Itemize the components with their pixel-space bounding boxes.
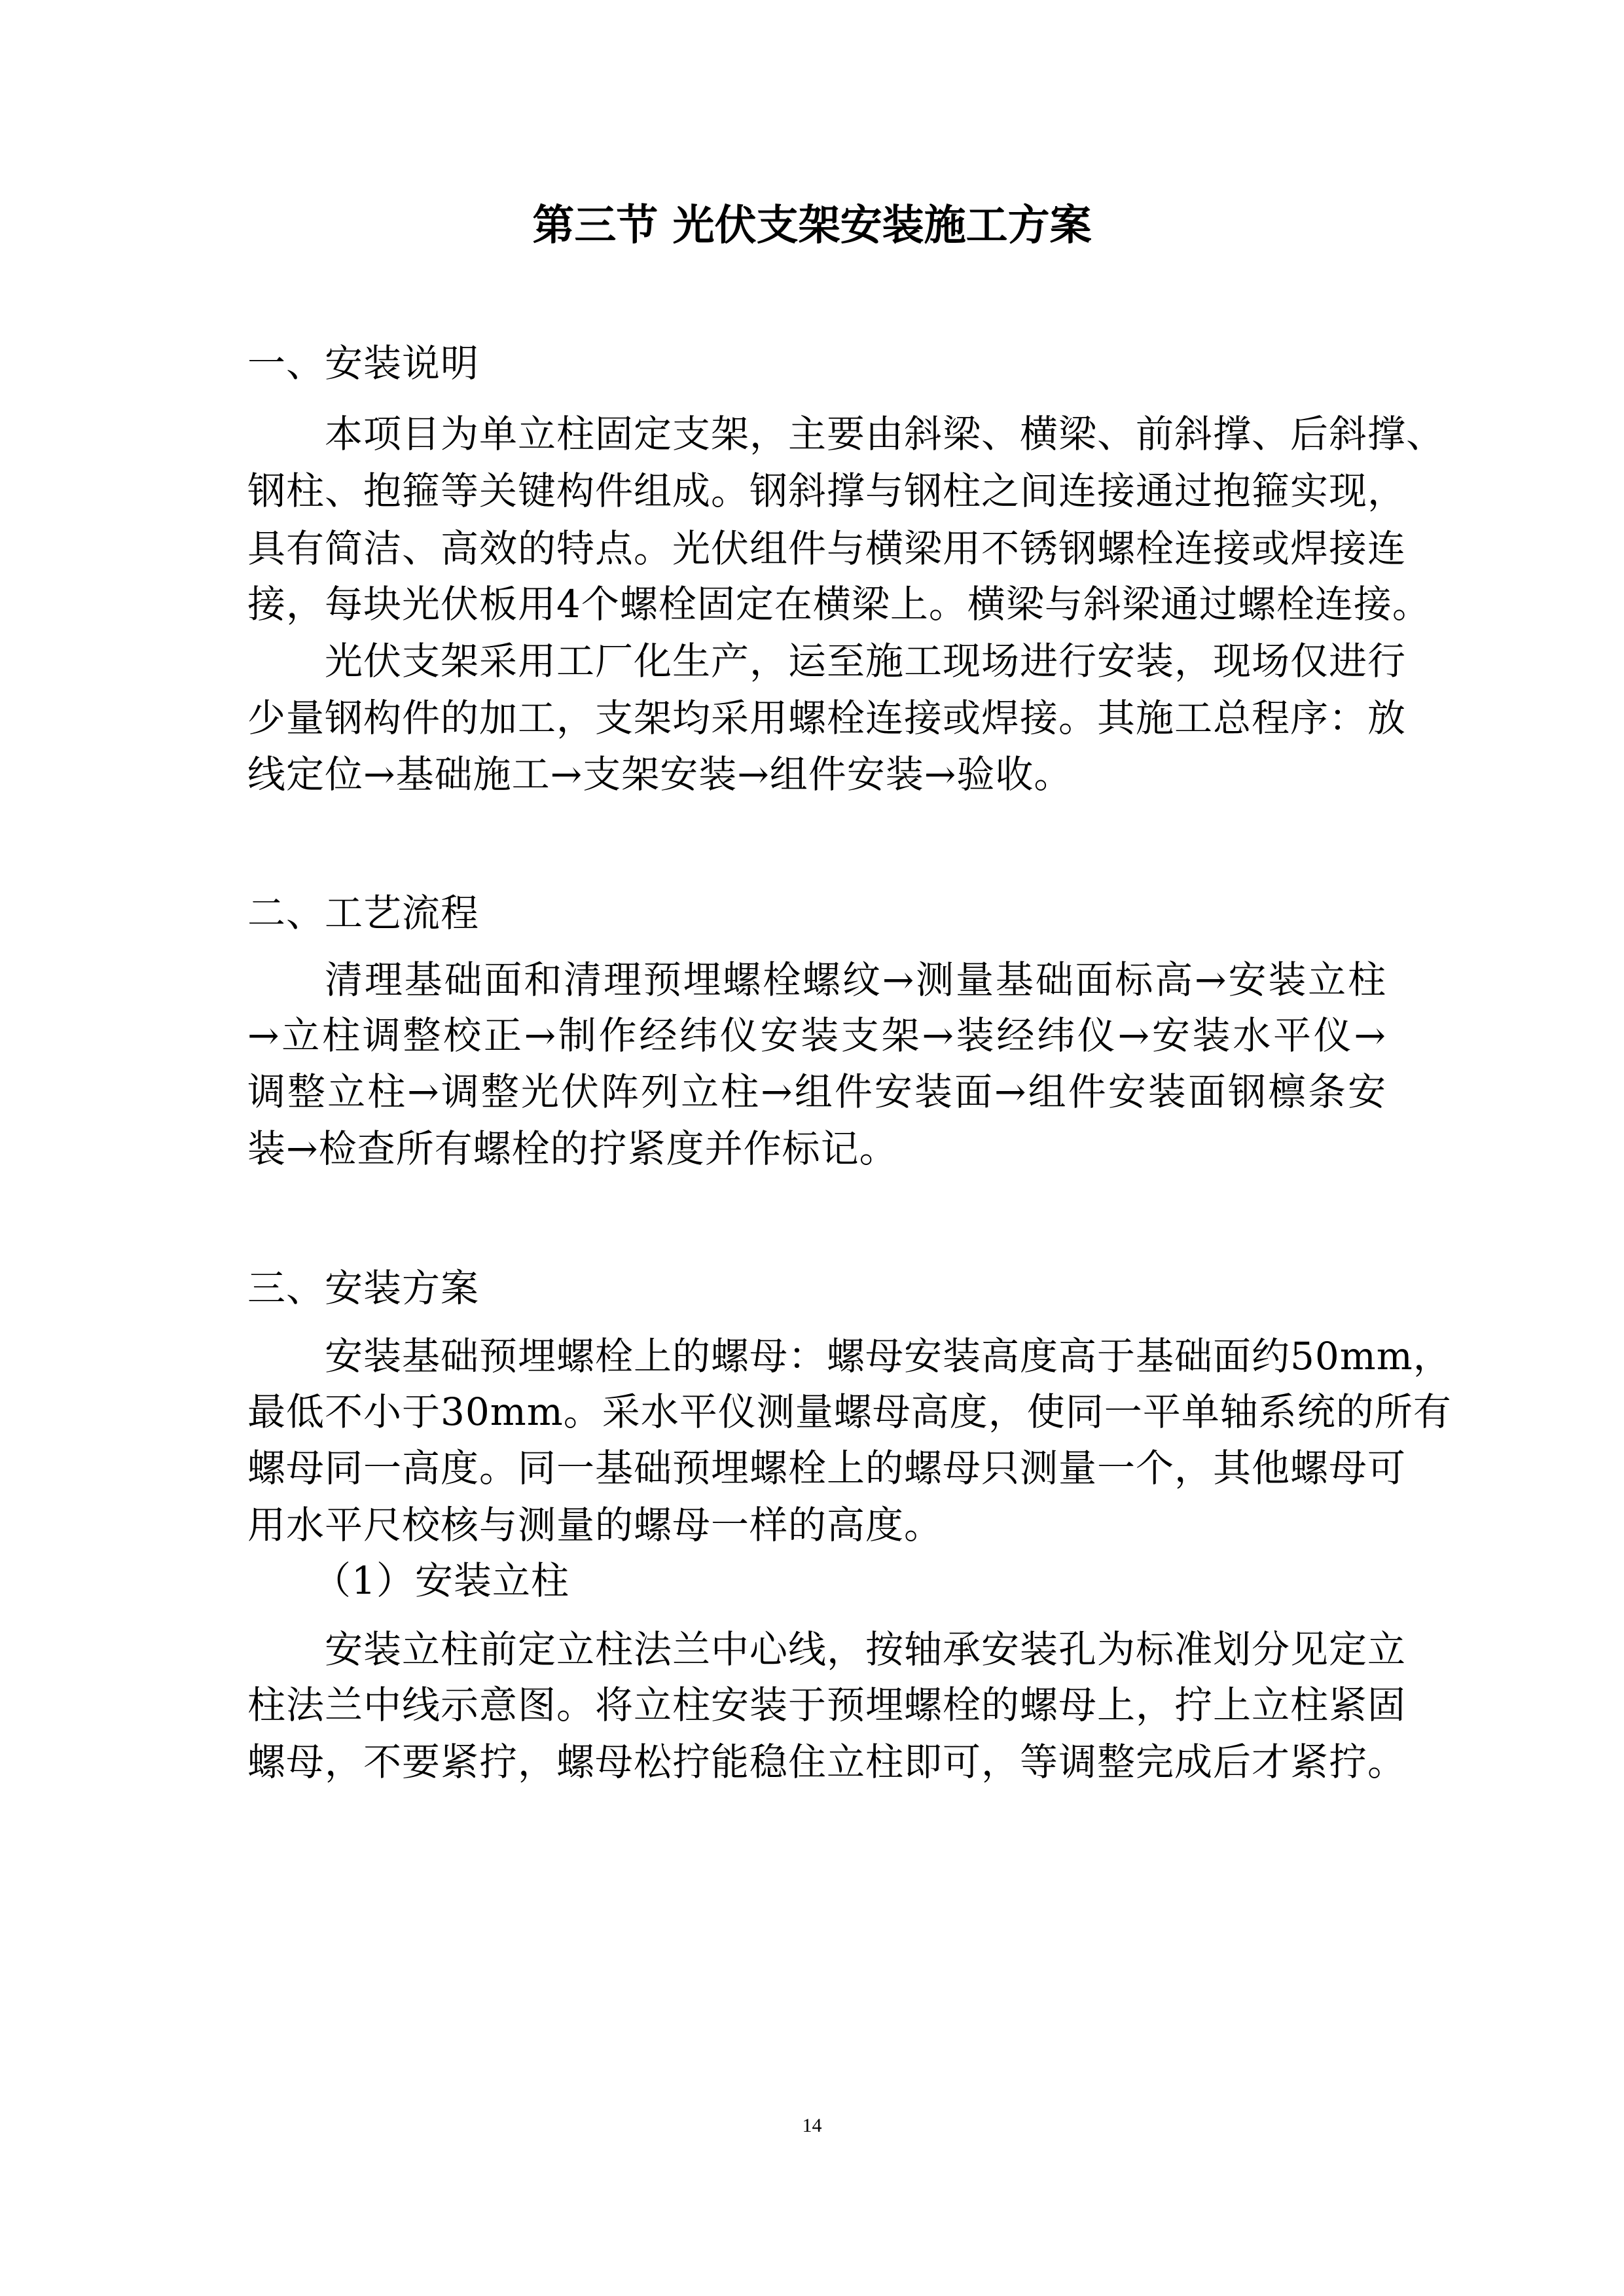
paragraph-line: 光伏支架采用工厂化生产，运至施工现场进行安装，现场仅进行 (325, 639, 1407, 683)
paragraph-line: 用水平尺校核与测量的螺母一样的高度。 (247, 1503, 943, 1547)
paragraph-line: 柱法兰中线示意图。将立柱安装于预埋螺栓的螺母上，拧上立柱紧固 (247, 1683, 1407, 1727)
section-heading-process-flow: 二、工艺流程 (247, 891, 480, 935)
paragraph-line: 调整立柱→调整光伏阵列立柱→组件安装面→组件安装面钢檩条安 (247, 1069, 1386, 1114)
paragraph-line: 具有简洁、高效的特点。光伏组件与横梁用不锈钢螺栓连接或焊接连 (247, 526, 1407, 571)
paragraph-line: 少量钢构件的加工，支架均采用螺栓连接或焊接。其施工总程序：放 (247, 696, 1407, 740)
section-heading-installation-notes: 一、安装说明 (247, 341, 480, 386)
section-heading-installation-plan: 三、安装方案 (247, 1266, 480, 1310)
paragraph-line: 螺母同一高度。同一基础预埋螺栓上的螺母只测量一个，其他螺母可 (247, 1446, 1407, 1490)
paragraph-line: 线定位→基础施工→支架安装→组件安装→验收。 (247, 752, 1073, 797)
page-number: 14 (802, 2115, 822, 2136)
paragraph-line: 最低不小于30mm。采水平仪测量螺母高度，使同一平单轴系统的所有 (247, 1390, 1452, 1434)
paragraph-line: 本项目为单立柱固定支架，主要由斜梁、横梁、前斜撑、后斜撑、 (325, 412, 1445, 456)
paragraph-line: 钢柱、抱箍等关键构件组成。钢斜撑与钢柱之间连接通过抱箍实现， (247, 469, 1407, 513)
paragraph-line: 螺母，不要紧拧，螺母松拧能稳住立柱即可，等调整完成后才紧拧。 (247, 1740, 1407, 1784)
paragraph-line: 接，每块光伏板用4个螺栓固定在横梁上。横梁与斜梁通过螺栓连接。 (247, 582, 1431, 626)
paragraph-line: 安装立柱前定立柱法兰中心线，按轴承安装孔为标准划分见定立 (325, 1627, 1407, 1672)
page-title: 第三节 光伏支架安装施工方案 (532, 202, 1092, 250)
subsection-heading-install-column: （1）安装立柱 (313, 1558, 569, 1603)
paragraph-line: →立柱调整校正→制作经纬仪安装支架→装经纬仪→安装水平仪→ (247, 1013, 1386, 1058)
paragraph-line: 安装基础预埋螺栓上的螺母：螺母安装高度高于基础面约50mm， (325, 1334, 1452, 1378)
paragraph-line: 装→检查所有螺栓的拧紧度并作标记。 (247, 1126, 898, 1171)
paragraph-line: 清理基础面和清理预埋螺栓螺纹→测量基础面标高→安装立柱 (325, 958, 1386, 1002)
